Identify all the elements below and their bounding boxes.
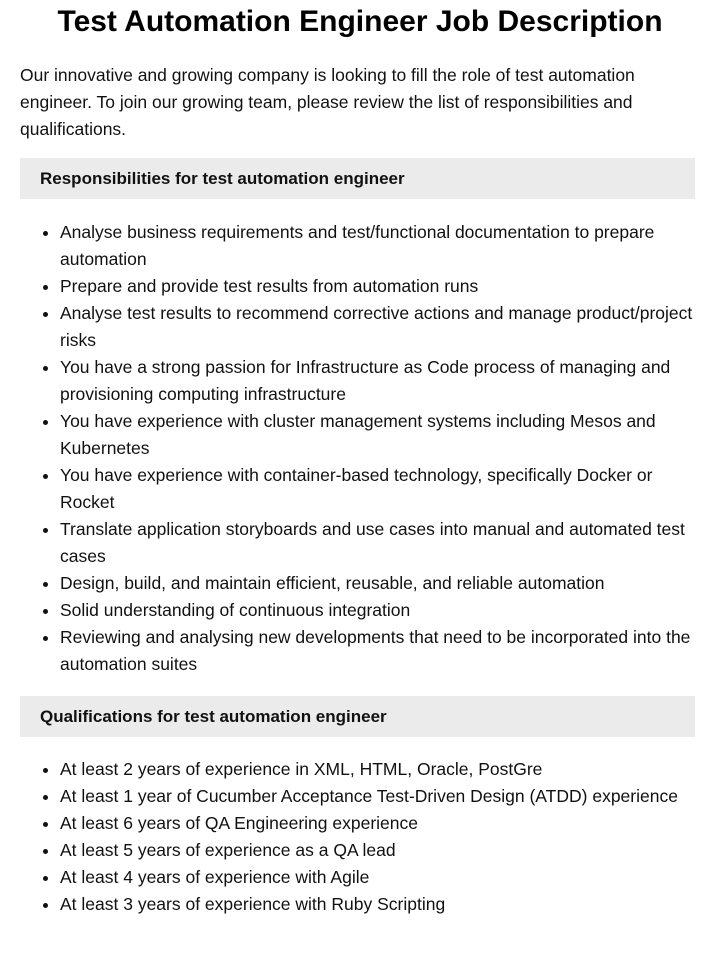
qualifications-list bbox=[20, 756, 695, 918]
responsibilities-heading: Responsibilities for test automation engineer bbox=[20, 158, 695, 199]
list-item: • Translate application storyboards and use cases into manual and automated test cases bbox=[60, 516, 695, 570]
qualifications-heading: Qualifications for test automation engineer bbox=[20, 696, 695, 737]
intro-paragraph: Our innovative and growing company is looking to fill the role of test automation engineer. To join our growing team, please review the list of responsibilities and qualifications. bbox=[20, 65, 635, 139]
list-item: • You have experience with cluster management systems including Mesos and Kubernetes bbox=[60, 408, 695, 462]
list-item: • Reviewing and analysing new developments that need to be incorporated into the automation suites bbox=[60, 624, 695, 678]
list-item: • You have experience with container-based technology, specifically Docker or Rocket bbox=[60, 462, 695, 516]
list-item: • At least 3 years of experience with Ruby Scripting bbox=[60, 891, 695, 918]
list-item: • At least 2 years of experience in XML, HTML, Oracle, PostGre bbox=[60, 756, 695, 783]
list-item: • Analyse business requirements and test/functional documentation to prepare automation bbox=[60, 219, 695, 273]
list-item: • At least 1 year of Cucumber Acceptance Test-Driven Design (ATDD) experience bbox=[60, 783, 695, 810]
list-item: • At least 6 years of QA Engineering experience bbox=[60, 810, 695, 837]
list-item: • At least 5 years of experience as a QA lead bbox=[60, 837, 695, 864]
responsibilities-list bbox=[20, 219, 695, 678]
list-item: • You have a strong passion for Infrastructure as Code process of managing and provisioning computing infrastructure bbox=[60, 354, 695, 408]
list-item: • Solid understanding of continuous integration bbox=[60, 597, 695, 624]
list-item: • At least 4 years of experience with Agile bbox=[60, 864, 695, 891]
page-title: Test Automation Engineer Job Description bbox=[57, 5, 663, 38]
list-item: • Design, build, and maintain efficient, reusable, and reliable automation bbox=[60, 570, 695, 597]
list-item: • Analyse test results to recommend corrective actions and manage product/project risks bbox=[60, 300, 695, 354]
list-item: • Prepare and provide test results from automation runs bbox=[60, 273, 695, 300]
